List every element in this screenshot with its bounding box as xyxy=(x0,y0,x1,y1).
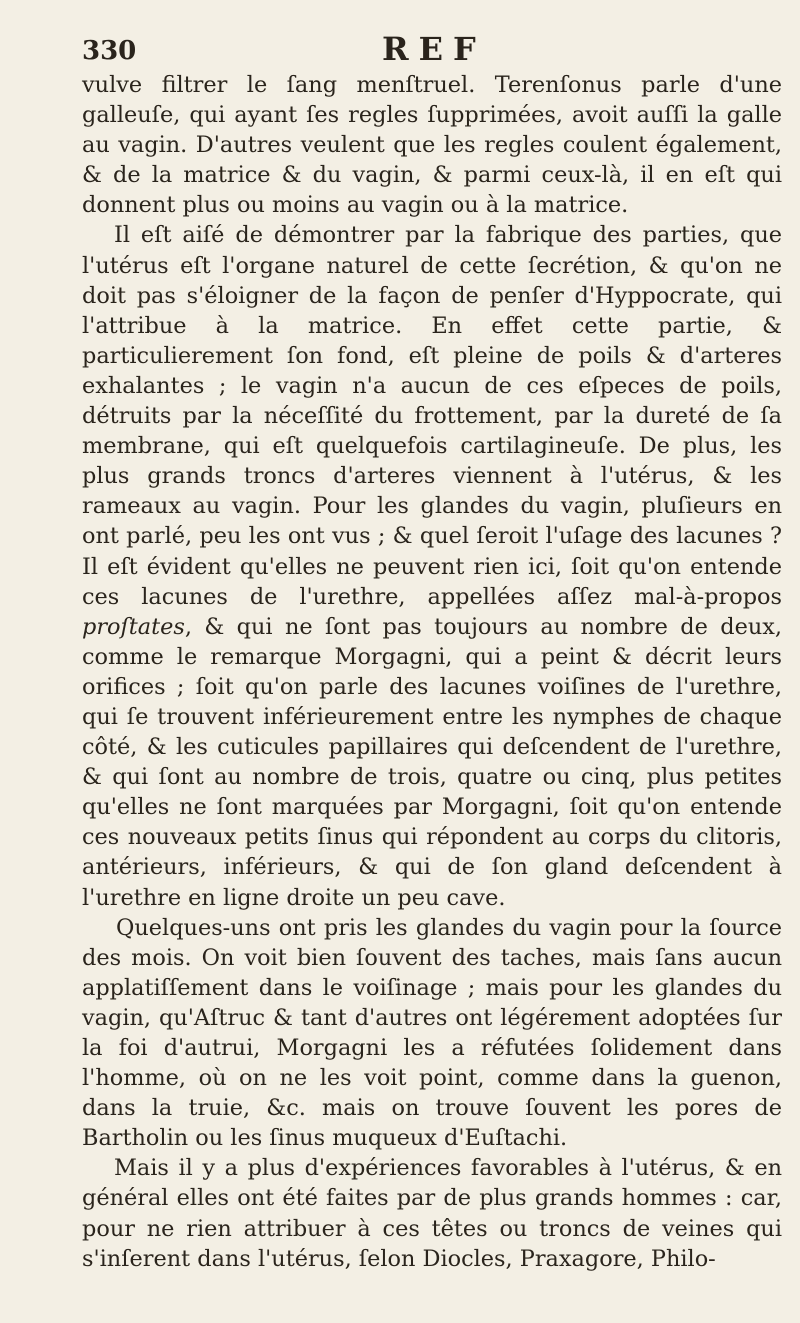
paragraph-1 xyxy=(82,70,782,220)
page-number: 330 xyxy=(82,36,137,66)
paragraph-text: Il eſt aiſé de démontrer par la fabrique des parties, que l'utérus eſt l'organe naturel de cette ſecrétion, & qu'on ne doit pas s'éloigner de la façon de penſer d'Hyppocrate, qui l'attribue à la matrice. En effet cette partie, & particulierement ſon fond, eſt pleine de poils & d'arteres exhalantes ; le vagin n'a aucun de ces eſpeces de poils, détruits par la néceſſité du frottement, par la dureté de ſa membrane, qui eſt quelquefois cartilagineuſe. De plus, les plus grands troncs d'arteres viennent à l'utérus, & les rameaux au vagin. Pour les glandes du vagin, pluſieurs en ont parlé, peu les ont vus ; & quel ſeroit l'uſage des lacunes ? Il eſt évident qu'elles ne peuvent rien ici, ſoit qu'on entende ces lacunes de l'urethre, appellées aſſez mal-à-propos xyxy=(82,222,782,610)
page-header xyxy=(82,28,760,70)
paragraph-4 xyxy=(82,1153,782,1273)
paragraph-2 xyxy=(82,220,782,912)
paragraph-text: Mais il y a plus d'expériences favorables à l'utérus, & en général elles ont été faites par de plus grands hommes : car, pour ne rien attribuer à ces têtes ou troncs de veines qui s'inſerent dans l'utérus, ſelon Diocles, Praxagore, Philo- xyxy=(82,1155,782,1272)
running-head: REF xyxy=(382,30,486,68)
italic-term: proſtates xyxy=(82,613,185,640)
body-text xyxy=(82,70,782,1274)
paragraph-text: Quelques-uns ont pris les glandes du vagin pour la ſource des mois. On voit bien ſouvent des taches, mais ſans aucun applatiſſement dans le voiſinage ; mais pour les glandes du vagin, qu'Aſtruc & tant d'autres ont légérement adoptées ſur la foi d'autrui, Morgagni les a réfutées ſolidement dans l'homme, où on ne les voit point, comme dans la guenon, dans la truie, &c. mais on trouve ſouvent les pores de Bartholin ou les ſinus muqueux d'Euſtachi. xyxy=(82,914,782,1152)
paragraph-3 xyxy=(82,913,782,1154)
paragraph-text-continued: , & qui ne ſont pas toujours au nombre de deux, comme le remarque Morgagni, qui a peint & décrit leurs orifices ; ſoit qu'on parle des lacunes voiſines de l'urethre, qui ſe trouvent inférieurement entre les nymphes de chaque côté, & les cuticules papillaires qui deſcendent de l'urethre, & qui ſont au nombre de trois, quatre ou cinq, plus petites qu'elles ne ſont marquées par Morgagni, ſoit qu'on entende ces nouveaux petits ſinus qui répondent au corps du clitoris, antérieurs, inférieurs, & qui de ſon gland deſcendent à l'urethre en ligne droite un peu cave. xyxy=(82,613,782,911)
paragraph-text: vulve filtrer le ſang menſtruel. Terenſonus parle d'une galleuſe, qui ayant ſes regles ſupprimées, avoit auſſi la galle au vagin. D'autres veulent que les regles coulent également, & de la matrice & du vagin, & parmi ceux-là, il en eſt qui donnent plus ou moins au vagin ou à la matrice. xyxy=(82,72,782,219)
